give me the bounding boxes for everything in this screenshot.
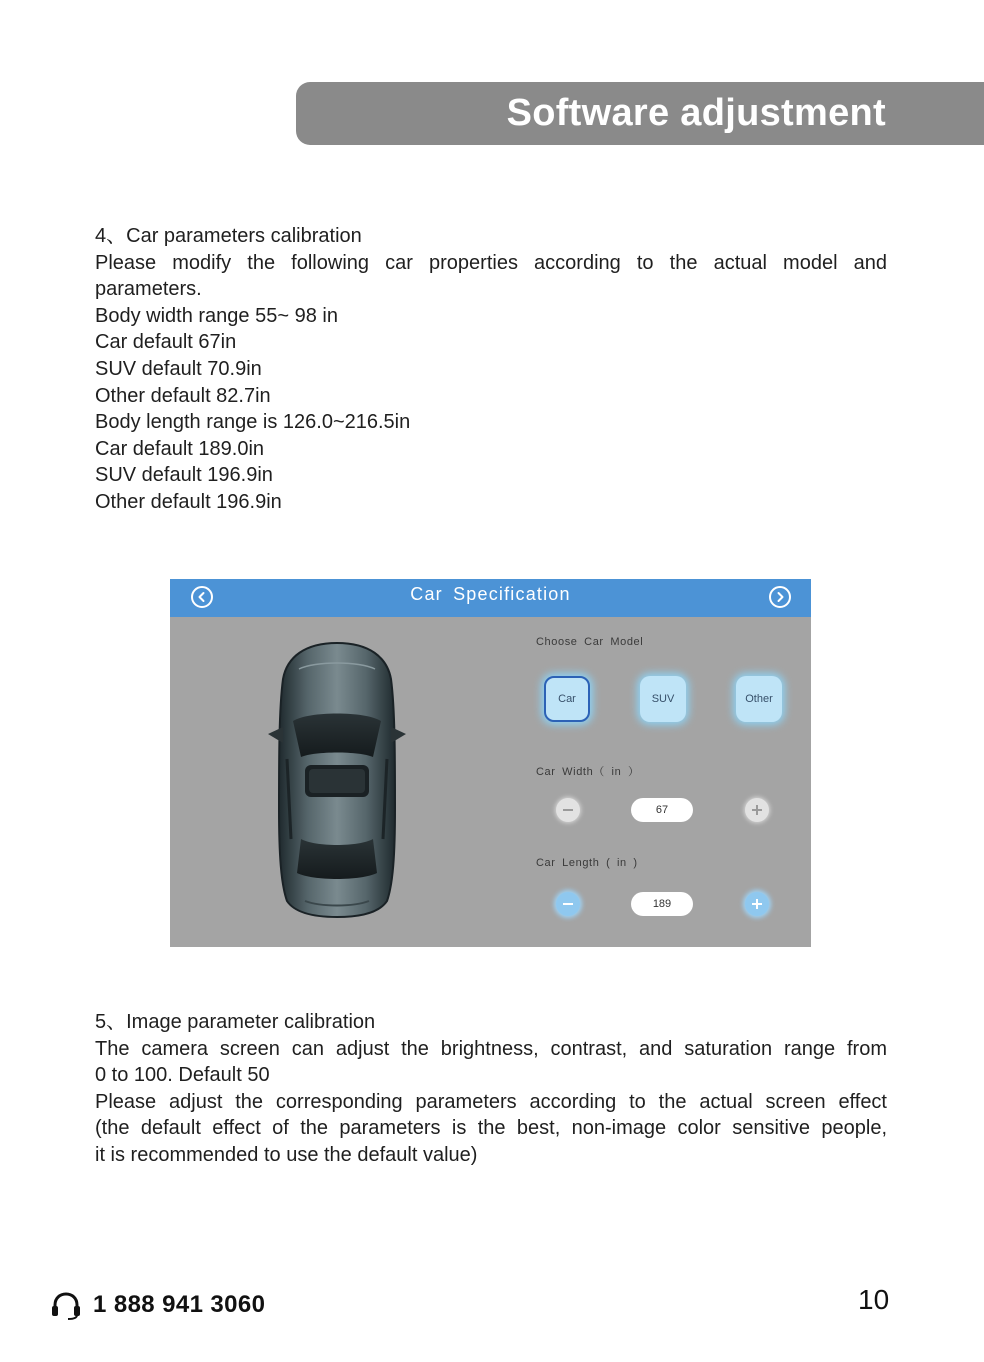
section-intro-line: parameters. bbox=[95, 278, 202, 301]
section-image-parameters bbox=[95, 1009, 887, 1169]
header-bar bbox=[296, 82, 984, 145]
parameter-line: SUV default 70.9in bbox=[95, 357, 262, 380]
minus-icon bbox=[556, 798, 580, 822]
width-increase-button[interactable] bbox=[745, 798, 769, 822]
page-title: Software adjustment bbox=[506, 92, 886, 134]
screen-title: Car Specification bbox=[410, 584, 571, 604]
suv-model-button[interactable]: SUV bbox=[640, 676, 686, 722]
screen-titlebar bbox=[170, 579, 811, 617]
section-heading: 4、Car parameters calibration bbox=[95, 225, 362, 247]
section-intro-line: Please modify the following car properties according to the actual model and bbox=[95, 251, 887, 274]
body-line: it is recommended to use the default value) bbox=[95, 1143, 478, 1166]
phone-number: 1 888 941 3060 bbox=[93, 1291, 266, 1318]
car-top-view-image bbox=[265, 639, 410, 919]
section-car-parameters bbox=[95, 223, 887, 516]
width-decrease-button[interactable] bbox=[556, 798, 580, 822]
body-line: (the default effect of the parameters is the best, non-image color sensitive people, bbox=[95, 1117, 887, 1140]
plus-icon bbox=[745, 892, 769, 916]
car-width-value[interactable]: 67 bbox=[631, 798, 693, 822]
headset-icon bbox=[50, 1291, 82, 1321]
page-number: 10 bbox=[858, 1284, 890, 1315]
car-width-label: Car Width（ in ） bbox=[536, 766, 640, 778]
forward-arrow-icon[interactable] bbox=[769, 586, 791, 608]
parameter-line: Other default 82.7in bbox=[95, 384, 271, 407]
parameter-line: Car default 189.0in bbox=[95, 437, 265, 460]
minus-icon bbox=[556, 892, 580, 916]
parameter-line: Car default 67in bbox=[95, 331, 237, 354]
parameter-line: Other default 196.9in bbox=[95, 490, 282, 513]
plus-icon bbox=[745, 798, 769, 822]
body-line: The camera screen can adjust the brightness, contrast, and saturation range from bbox=[95, 1037, 887, 1060]
parameter-line: SUV default 196.9in bbox=[95, 464, 273, 487]
car-length-value[interactable]: 189 bbox=[631, 892, 693, 916]
parameter-line: Body width range 55~ 98 in bbox=[95, 304, 338, 327]
car-model-button[interactable]: Car bbox=[544, 676, 590, 722]
body-line: 0 to 100. Default 50 bbox=[95, 1064, 270, 1087]
section-heading: 5、Image parameter calibration bbox=[95, 1011, 376, 1033]
body-line: Please adjust the corresponding parameters according to the actual screen effect bbox=[95, 1090, 887, 1113]
length-increase-button[interactable] bbox=[745, 892, 769, 916]
length-decrease-button[interactable] bbox=[556, 892, 580, 916]
choose-car-model-label: Choose Car Model bbox=[536, 636, 644, 648]
other-model-button[interactable]: Other bbox=[736, 676, 782, 722]
parameter-line: Body length range is 126.0~216.5in bbox=[95, 411, 411, 434]
car-length-label: Car Length ( in ) bbox=[536, 857, 638, 869]
car-specification-screen bbox=[170, 579, 811, 947]
